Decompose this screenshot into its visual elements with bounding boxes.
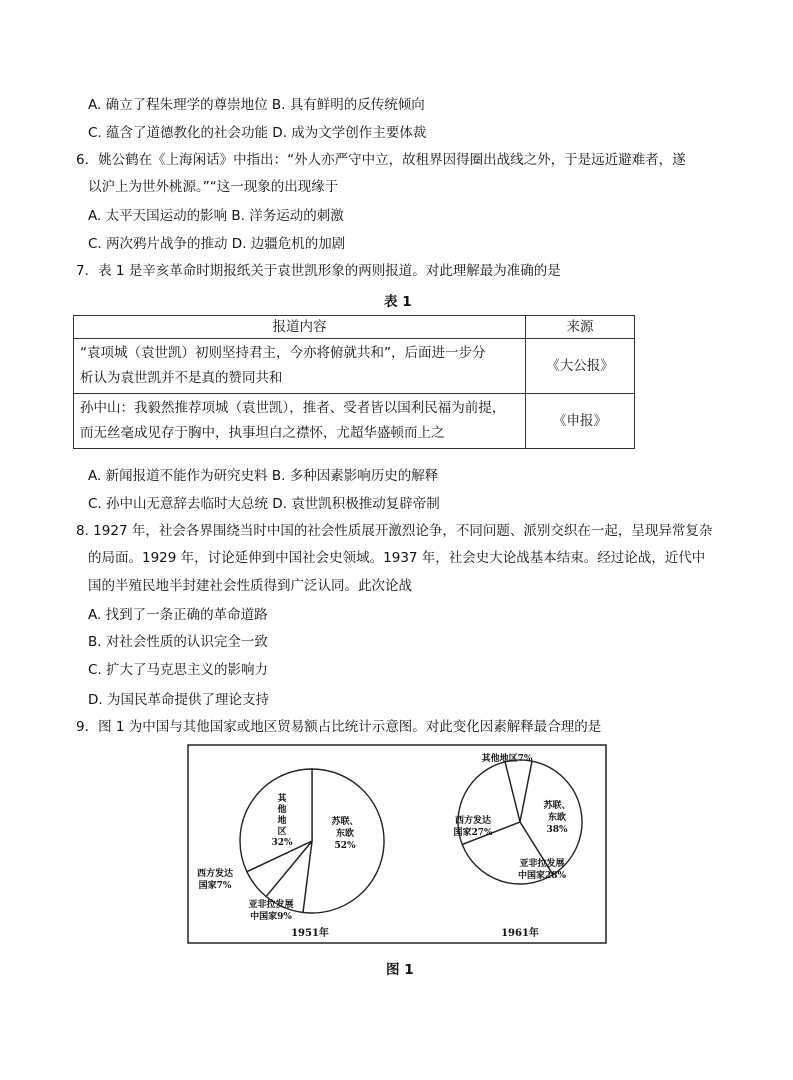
label-1951-other-2: 他	[277, 805, 287, 815]
table-row	[74, 394, 635, 449]
pie-charts-svg	[187, 744, 607, 944]
q5-options-ab: A. 确立了程朱理学的尊崇地位 B. 具有鲜明的反传统倾向	[88, 97, 425, 113]
pie-1951	[240, 769, 384, 913]
q7-stem: 7．表 1 是辛亥革命时期报纸关于袁世凯形象的两则报道。对此理解最为准确的是	[76, 263, 561, 279]
label-1951-developing-2: 中国家9%	[250, 912, 292, 922]
label-1961-developing-2: 中国家28%	[517, 871, 567, 881]
row1-line2: 析认为袁世凯并不是真的赞同共和	[80, 370, 283, 386]
label-1951-soviet-2: 东欧	[335, 829, 355, 839]
label-1951-soviet-3: 52%	[334, 841, 356, 851]
trade-share-figure	[187, 744, 607, 944]
label-1951-other-4: 区	[277, 827, 287, 837]
label-1951-soviet-1: 苏联、	[331, 817, 359, 827]
pie-1951-title: 1951年	[291, 928, 329, 939]
label-1951-other-5: 32%	[271, 838, 293, 848]
label-1951-west-2: 国家7%	[198, 881, 232, 891]
row1-source: 《大公报》	[526, 339, 635, 394]
label-1951-other-3: 地	[277, 816, 287, 826]
label-1961-soviet-3: 38%	[546, 825, 568, 835]
row2-content	[74, 394, 526, 449]
q7-options-cd: C. 孙中山无意辞去临时大总统 D. 袁世凯积极推动复辟帝制	[88, 496, 440, 512]
label-1961-soviet-2: 东欧	[547, 813, 567, 823]
q6-options-ab: A. 太平天国运动的影响 B. 洋务运动的刺激	[88, 208, 344, 224]
row2-line1: 孙中山：我毅然推荐项城（袁世凯），推者、受者皆以国利民福为前提，	[80, 400, 506, 416]
table-row	[74, 339, 635, 394]
q8-option-a: A. 找到了一条正确的革命道路	[88, 607, 268, 623]
label-1961-west-1: 西方发达	[454, 816, 492, 826]
q8-stem-line3: 国的半殖民地半封建社会性质得到广泛认同。此次论战	[88, 578, 412, 594]
q6-options-cd: C. 两次鸦片战争的推动 D. 边疆危机的加剧	[88, 236, 346, 252]
row1-content	[74, 339, 526, 394]
figure-caption: 图 1	[386, 962, 414, 978]
label-1951-other-1: 其	[277, 794, 287, 804]
table-title: 表 1	[384, 294, 412, 310]
q5-options-cd: C. 蕴含了道德教化的社会功能 D. 成为文学创作主要体裁	[88, 125, 427, 141]
q6-stem-line1: 6．姚公鹤在《上海闲话》中指出：“外人亦严守中立，故租界因得圈出战线之外，于是远近避难者，遂	[76, 152, 686, 168]
q8-stem-line1: 8. 1927 年，社会各界围绕当时中国的社会性质展开激烈论争，不同问题、派别交织在一起，呈现异常复杂	[76, 523, 713, 539]
header-source: 来源	[526, 316, 635, 339]
row1-line1: “袁项城（袁世凯）初则坚持君主，今亦将俯就共和”，后面进一步分	[80, 345, 486, 361]
label-1961-other: 其他地区7%	[481, 754, 533, 764]
label-1951-west-1: 西方发达	[196, 869, 234, 879]
q8-option-b: B. 对社会性质的认识完全一致	[88, 634, 268, 650]
q6-stem-line2: 以沪上为世外桃源。”“这一现象的出现缘于	[88, 179, 339, 195]
q8-option-c: C. 扩大了马克思主义的影响力	[88, 662, 269, 678]
table-header-row	[74, 316, 635, 339]
q7-options-ab: A. 新闻报道不能作为研究史料 B. 多种因素影响历史的解释	[88, 468, 439, 484]
label-1951-developing-1: 亚非拉发展	[248, 900, 294, 910]
label-1961-west-2: 国家27%	[453, 828, 493, 838]
label-1961-soviet-1: 苏联、	[543, 801, 571, 811]
q8-option-d: D. 为国民革命提供了理论支持	[88, 692, 269, 708]
q8-stem-line2: 的局面。1929 年，讨论延伸到中国社会史领域。1937 年，社会史大论战基本结束。经过论战，近代中	[88, 550, 706, 566]
q9-stem: 9．图 1 为中国与其他国家或地区贸易额占比统计示意图。对此变化因素解释最合理的是	[76, 719, 602, 735]
row2-source: 《申报》	[526, 394, 635, 449]
pie-1961-title: 1961年	[501, 928, 539, 939]
row2-line2: 而无丝毫成见存于胸中，执事坦白之襟怀，尤超华盛顿而上之	[80, 425, 445, 441]
header-content: 报道内容	[74, 316, 526, 339]
report-table	[73, 315, 635, 449]
label-1961-developing-1: 亚非拉发展	[519, 859, 565, 869]
